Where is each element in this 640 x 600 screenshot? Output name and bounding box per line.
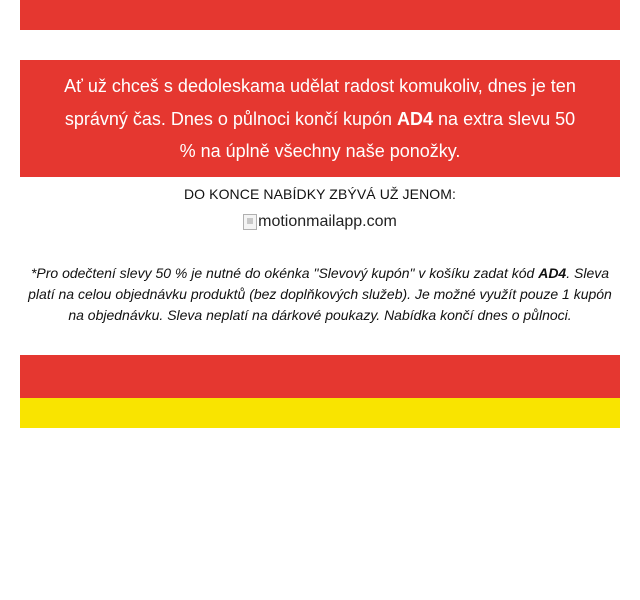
- promo-text-end: na extra slevu 50 % na úplně všechny naše ponožky.: [179, 108, 576, 161]
- disclaimer-text: [20, 263, 620, 326]
- promo-banner: [20, 60, 620, 177]
- top-red-banner: [20, 0, 620, 30]
- disclaimer-text-start: *Pro odečtení slevy 50 % je nutné do okénka "Slevový kupón" v košíku zadat kód: [30, 265, 539, 281]
- bottom-yellow-banner: [20, 398, 620, 428]
- countdown-timer-image: [20, 213, 620, 231]
- countdown-label: DO KONCE NABÍDKY ZBÝVÁ UŽ JENOM:: [183, 186, 457, 202]
- countdown-image-alt: motionmailapp.com: [258, 213, 397, 230]
- promo-text-start: Ať už chceš s dedoleskama udělat radost komukoliv, dnes je ten správný čas. Dnes o půlnoci končí kupón: [64, 76, 576, 129]
- broken-image-icon: [243, 214, 257, 230]
- bottom-red-banner: [20, 355, 620, 398]
- promo-coupon-code: AD4: [397, 108, 434, 129]
- disclaimer-text-end: . Sleva platí na celou objednávku produktů (bez doplňkových služeb). Je možné využít pouze 1 kupón na objednávku. Sleva neplatí na dárkové poukazy. Nabídka končí dnes o půlnoci.: [28, 265, 612, 323]
- disclaimer-coupon-code: AD4: [538, 265, 567, 281]
